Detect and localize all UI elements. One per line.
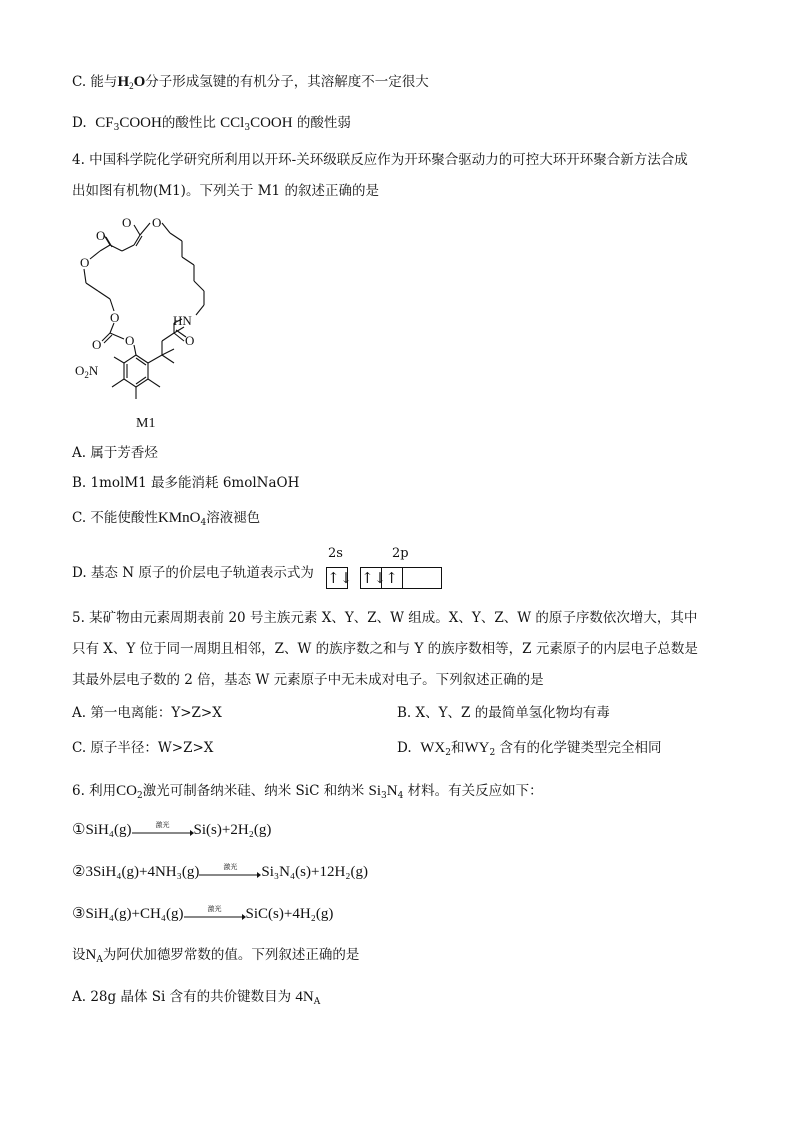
atom-o: O: [152, 215, 162, 230]
reaction-2: ②3SiH₄(g)+4NH₃(g) 激光 Si₃N₄(s)+12H₂(g): [72, 862, 368, 880]
reaction-3: ③SiH₄(g)+CH₄(g) 激光 SiC(s)+4H₂(g): [72, 904, 334, 922]
reaction-arrow: 激光: [184, 906, 246, 924]
q5-option-c: C. 原子半径：W>Z>X: [72, 740, 214, 756]
atom-o: O: [125, 333, 135, 348]
atom-o: O: [122, 215, 132, 230]
orbital-label-2s: 2s: [328, 546, 343, 561]
q3-option-c: C. 能与$H_2O$分子形成氢键的有机分子，其溶解度不一定很大: [72, 74, 429, 91]
q5-option-d: D. $WX_2$和$WY_2$ 含有的化学键类型完全相同: [397, 740, 662, 758]
q5-stem-line1: 5. 某矿物由元素周期表前 20 号主族元素 X、Y、Z、W 组成。X、Y、Z、W 的原子序数依次增大，其中: [72, 610, 698, 626]
q6-option-a: A. 28g 晶体 Si 含有的共价键数目为 $4N_A$: [72, 989, 321, 1007]
molecule-m1-structure: [70, 205, 220, 435]
orbital-box-2p-2: ↑: [381, 567, 403, 589]
q6-stem: 6. 利用$CO_2$激光可制备纳米硅、纳米 SiC 和纳米 $Si_3N_4$ 材料。有关反应如下：: [72, 783, 543, 801]
orbital-box-2p-1: ↑↓: [361, 569, 387, 587]
q5-stem-line2: 只有 X、Y 位于同一周期且相邻，Z、W 的族序数之和与 Y 的族序数相等，Z 元素原子的内层电子总数是: [72, 641, 698, 657]
water-formula: $H_2O$: [117, 74, 146, 91]
atom-o: O: [80, 255, 90, 270]
reaction-arrow: 激光: [199, 864, 261, 882]
orbital-box-2s: ↑↓: [327, 569, 353, 587]
q4-stem-line2: 出如图有机物(M1)。下列关于 M1 的叙述正确的是: [72, 183, 379, 199]
q4-option-a: A. 属于芳香烃: [72, 445, 158, 461]
reaction-1: ①SiH₄(g) 激光 Si(s)+2H₂(g): [72, 820, 272, 838]
q4-stem-line1: 4. 中国科学院化学研究所利用以开环-关环级联反应作为开环聚合驱动力的可控大环开环聚合新方法合成: [72, 152, 688, 168]
reaction-arrow: 激光: [132, 822, 194, 840]
q5-option-a: A. 第一电离能：Y>Z>X: [72, 705, 222, 721]
q5-option-b: B. X、Y、Z 的最简单氢化物均有毒: [397, 705, 610, 721]
orbital-box-2p-3: [402, 567, 442, 589]
atom-o: O: [185, 333, 195, 348]
q6-na-definition: 设$N_A$为阿伏加德罗常数的值。下列叙述正确的是: [72, 947, 360, 965]
q4-option-c: C. 不能使酸性KMnO$_4$溶液褪色: [72, 510, 261, 528]
atom-o: O: [110, 310, 120, 325]
q3-option-d: D. $CF_3COOH$的酸性比 CCl$_3$COOH 的酸性弱: [72, 115, 351, 133]
atom-nh: HN: [173, 313, 192, 328]
q5-stem-line3: 其最外层电子数的 2 倍，基态 W 元素原子中无未成对电子。下列叙述正确的是: [72, 672, 544, 688]
q4-option-b: B. 1molM1 最多能消耗 6molNaOH: [72, 475, 300, 491]
q4-option-d: D. 基态 N 原子的价层电子轨道表示式为: [72, 565, 314, 581]
molecule-label: M1: [136, 416, 156, 431]
nitro-group: $O_2N$: [75, 363, 99, 380]
orbital-label-2p: 2p: [392, 546, 409, 561]
atom-o: O: [92, 337, 102, 352]
atom-o: O: [96, 228, 106, 243]
